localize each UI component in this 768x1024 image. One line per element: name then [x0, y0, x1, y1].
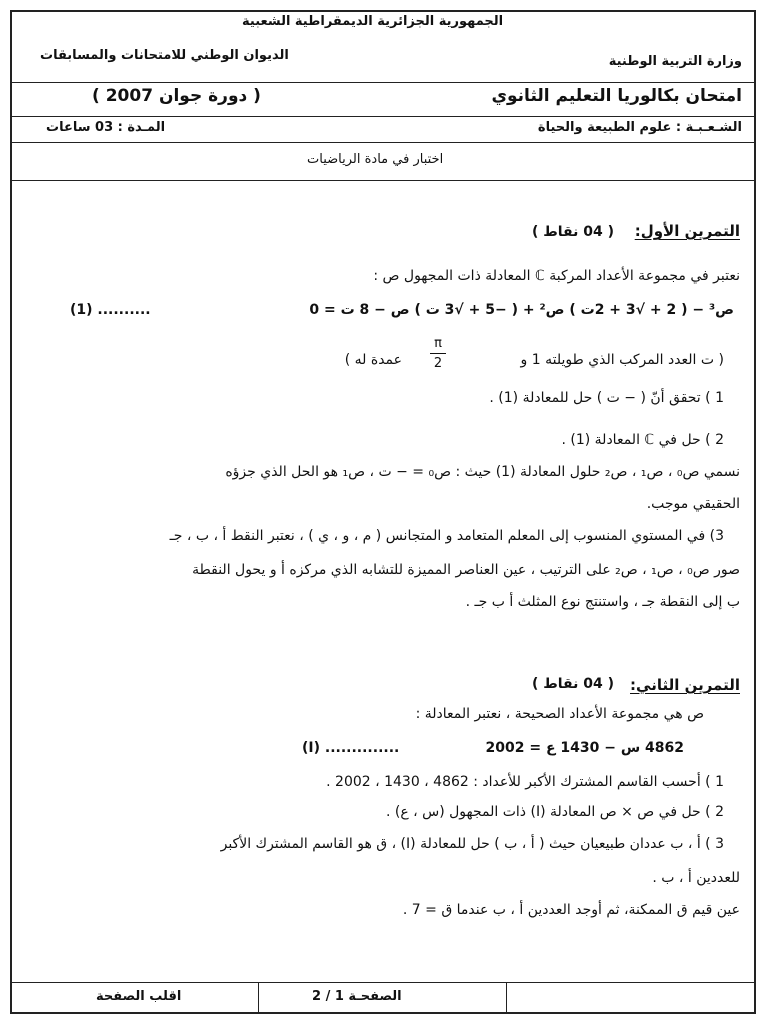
exercise1-points: ( 04 نقاط )	[531, 224, 614, 240]
exercise2-points: ( 04 نقاط )	[531, 676, 614, 692]
exercise1-q3-a: 3) في المستوي المنسوب إلى المعلم المتعامد و المتجانس ( م ، و ، ي ) ، نعتبر النقط أ ، ب ، جـ	[169, 528, 724, 544]
footer-divider	[12, 982, 754, 983]
page-number: الصفحـة 1 / 2	[312, 989, 402, 1004]
exercise1-note-part2: عمدة له )	[344, 352, 402, 368]
exercise2-q1: 1 ) أحسب القاسم المشترك الأكبر للأعداد : 4862 ، 1430 ، 2002 .	[326, 774, 724, 790]
pi-over-two-fraction	[430, 336, 446, 371]
footer-separator-right	[506, 982, 507, 1014]
header-divider-2	[12, 116, 754, 117]
subject-title: اختبار في مادة الرياضيات	[307, 152, 444, 167]
fraction-denominator: 2	[433, 356, 443, 371]
exercise2-q3-c: عين قيم ق الممكنة، ثم أوجد العددين أ ، ب عندما ق = 7 .	[402, 902, 740, 918]
exercise2-q2: 2 ) حل في ص × ص المعادلة (I) ذات المجهول (س ، ع) .	[385, 804, 724, 820]
exercise1-q2-note-a: نسمي ص₀ ، ص₁ ، ص₂ حلول المعادلة (1) حيث : ص₀ = − ت ، ص₁ هو الحل الذي جزؤه	[225, 464, 740, 480]
ministry-name: وزارة التربية الوطنية	[608, 54, 742, 69]
exercise2-q3-b: للعددين أ ، ب .	[652, 870, 740, 886]
turn-page-note: اقلب الصفحة	[96, 989, 182, 1004]
exercise1-intro: نعتبر في مجموعة الأعداد المركبة ℂ المعادلة ذات المجهول ص :	[373, 268, 740, 284]
exercise1-q2: 2 ) حل في ℂ المعادلة (1) .	[561, 432, 724, 448]
header-divider-3	[12, 142, 754, 143]
branch-label: الشـعـبـة : علوم الطبيعة والحياة	[537, 120, 742, 135]
exercise2-title: التمرين الثاني:	[630, 676, 740, 694]
exercise2-q3-a: 3 ) أ ، ب عددان طبيعيان حيث ( أ ، ب ) حل للمعادلة (I) ، ق هو القاسم المشترك الأكبر	[220, 836, 724, 852]
republic-title: الجمهورية الجزائرية الديمقراطية الشعبية	[242, 14, 504, 29]
footer-separator-left	[258, 982, 259, 1014]
exercise1-note-part1: ( ت العدد المركب الذي طويلته 1 و	[520, 352, 724, 368]
office-name: الديوان الوطني للامتحانات والمسابقات	[40, 48, 289, 63]
exercise1-q1: 1 ) تحقق أنّ ( − ت ) حل للمعادلة (1) .	[489, 390, 724, 406]
fraction-numerator: π	[434, 336, 442, 351]
exercise1-q3-c: ب إلى النقطة جـ ، واستنتج نوع المثلث أ ب جـ .	[465, 594, 740, 610]
exercise1-equation-ref: (1) ..........	[70, 302, 151, 318]
exercise1-q3-b: صور ص₀ ، ص₁ ، ص₂ على الترتيب ، عين العناصر المميزة للتشابه الذي مركزه أ و يحول النقطة	[192, 562, 740, 578]
exercise2-equation-ref: (I) ..............	[302, 740, 400, 756]
exercise2-equation: 4862 س − 1430 ع = 2002	[485, 740, 684, 756]
exercise1-equation: ص³ − ( 2 + √3 + 2ت ) ص² + ( −5 + √3 ت ) ص − 8 ت = 0	[309, 302, 734, 318]
exam-page	[10, 10, 756, 1014]
exam-session: ( دورة جوان 2007 )	[92, 86, 261, 106]
fraction-bar	[430, 353, 446, 354]
exercise2-intro: ص هي مجموعة الأعداد الصحيحة ، نعتبر المعادلة :	[415, 706, 704, 722]
exercise1-q2-note-b: الحقيقي موجب.	[646, 496, 740, 512]
header-divider-4	[12, 180, 754, 181]
exercise1-title: التمرين الأول:	[634, 222, 740, 240]
header-divider-1	[12, 82, 754, 83]
duration-label: المـدة : 03 ساعات	[46, 120, 166, 135]
exam-title: امتحان بكالوريا التعليم الثانوي	[491, 86, 742, 106]
